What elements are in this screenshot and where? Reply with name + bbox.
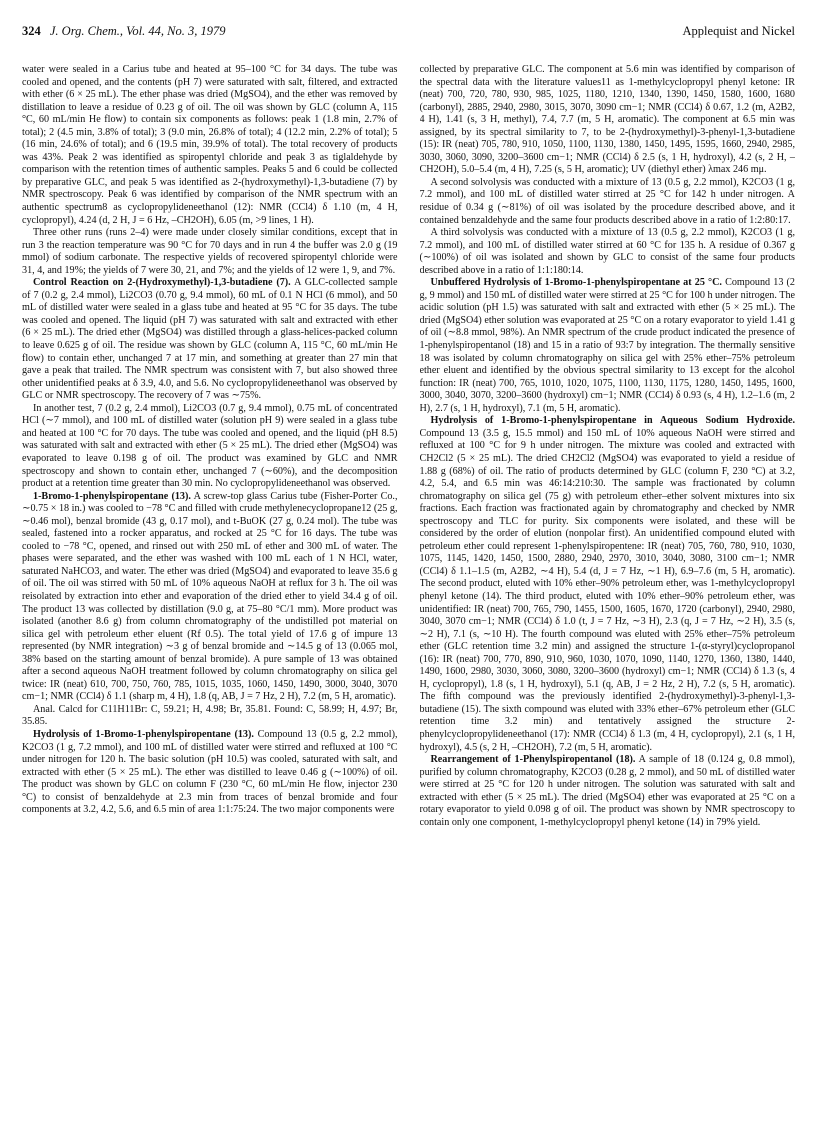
paragraph [22, 277, 398, 402]
section-heading: Rearrangement of 1-Phenylspiropentanol (18). [430, 754, 636, 766]
paragraph-text: Three other runs (runs 2–4) were made under closely similar conditions, except that in run 3 the reaction temperature was 90 °C for 70 days and in run 4 the buffer was 2.0 g (19 mmol) of sodium carbonate. The respective yields of recovered spiropentyl chloride were 31, 4, and 19%; the yields of 7 were 30, 21, and 7%; and the yields of 12 were 1, 9, and 7%. [22, 227, 398, 276]
paragraph [420, 227, 796, 277]
section-heading: 1-Bromo-1-phenylspiropentane (13). [33, 490, 191, 502]
right-column [420, 64, 796, 1113]
paragraph [22, 64, 398, 227]
section-heading: Unbuffered Hydrolysis of 1-Bromo-1-phenylspiropentane at 25 °C. [430, 277, 722, 289]
paragraph-text: Anal. Calcd for C11H11Br: C, 59.21; H, 4.98; Br, 35.81. Found: C, 58.99; H, 4.97; Br, 35.85. [22, 703, 398, 728]
page-number: 324 [22, 24, 41, 38]
paragraph-text: A screw-top glass Carius tube (Fisher-Porter Co., ∼0.75 × 18 in.) was cooled to −78 °C and filled with crude methylenecyclopropane12 (25 g, ∼0.46 mol), benzal bromide (43 g, 0.17 mol), and t-BuOK (27 g, 0.24 mol). The tube was sealed, fastened into a rocker apparatus, and rocked at 25 °C for 16 days. The tube was cooled to −78 °C, opened, and rinsed out with 250 mL of ether and 300 mL of water. The phases were separated, and the ether was washed with 100 mL each of 1 N HCl, water, saturated NaHCO3, and water. The ether was dried (MgSO4) and evaporated to leave 35.6 g of oil. The oil was stirred with 50 mL of 10% aqueous NaOH at reflux for 3 h. The oil was reisolated by extraction into ether and evaporation of the dried ether to yield 34.4 g of oil. The product 13 was collected by distillation (9.0 g, at 75–80 °C/1 mm). More product was isolated (another 8.6 g) from column chromatography of the undistilled pot material on silica gel with petroleum ether eluent (Rf 0.5). The total yield of 17.6 g of impure 13 represented (by NMR integration) ∼3 g of benzal bromide and ∼14.5 g of 13 (0.065 mol, 38% based on the starting amount of benzal bromide). A pure sample of 13 was obtained after a second aqueous NaOH treatment followed by column chromatography on silica gel twice: IR (neat) 610, 700, 750, 760, 785, 1015, 1035, 1060, 1450, 1490, 3000, 3040, 3070 cm−1; NMR (CCl4) δ 1.1 (sharp m, 4 H), 1.8 (q, AB, J = 7 Hz, 2 H), 7.2 (m, 5 H, aromatic). [22, 490, 398, 703]
section-heading: Control Reaction on 2-(Hydroxymethyl)-1,3-butadiene (7). [33, 277, 291, 289]
paragraph-text: A sample of 18 (0.124 g, 0.8 mmol), purified by column chromatography, K2CO3 (0.28 g, 2 mmol), and 50 mL of distilled water were stirred at 25 °C for 120 h under nitrogen. The solution was saturated with salt and extracted with ether (5 × 25 mL). The dried (MgSO4) ether was evaporated at 25 °C on a rotary evaporator to yield 0.098 g of oil. The product was shown by NMR spectroscopy to contain only one component, 1-methylcyclopropyl phenyl ketone (14) in 79% yield. [419, 754, 795, 828]
paragraph [420, 277, 796, 415]
left-column [22, 64, 398, 1113]
paragraph [420, 415, 796, 754]
paragraph-text: A GLC-collected sample of 7 (0.2 g, 2.4 mmol), Li2CO3 (0.70 g, 9.4 mmol), 60 mL of 0.1 N HCl (6 mmol), and 50 mL of distilled water were sealed in a glass tube and heated at 95 °C for 35 days. The tube was cooled and opened. The liquid (pH 7) was saturated with salt and extracted with ether (6 × 25 mL). The dried ether (MgSO4) was distilled through a glass-helices-packed column to leave 0.625 g of oil. The residue was shown by GLC (column A, 115 °C, 60 mL/min He flow) to contain ether, unchanged 7 at 17 min, and something at greater than 27 min that gave a peak that trailed. The NMR spectrum was consistent with 7, but also showed three other unidentified peaks at δ 3.9, 4.0, and 5.6. No cyclopropylideneethanol was observed by GLC or NMR spectroscopy. The recovery of 7 was ∼75%. [22, 277, 398, 402]
paragraph [22, 729, 398, 817]
paragraph-text: A third solvolysis was conducted with a mixture of 13 (0.5 g, 2.2 mmol), K2CO3 (1 g, 7.2 mmol), and 100 mL of distilled water stirred at 60 °C for 135 h. A residue of 0.367 g (∼100%) of oil was isolated and shown by GLC to consist of the same four products described above in a ratio of 1:1:180:14. [419, 227, 795, 276]
paragraph [22, 704, 398, 729]
paragraph [22, 403, 398, 491]
article-body [22, 64, 795, 1113]
paragraph-text: collected by preparative GLC. The component at 5.6 min was identified by comparison of the spectral data with the literature values11 as 1-methylcyclopropyl phenyl ketone: IR (neat) 700, 720, 780, 930, 985, 1025, 1180, 1210, 1340, 1390, 1450, 1580, 1600, 1680 (carbonyl), 2885, 2940, 2980, 3015, 3070, 3090 cm−1; NMR (CCl4) δ 0.67, 1.2 (m, A2B2, 4 H), 1.41 (s, 3 H, methyl), 7.4, 7.7 (m, 5 H, aromatic). The component at 6.5 min was assigned, by its spectral similarity to 7, to be 2-(hydroxymethyl)-3-phenyl-1,3-butadiene (15): IR (neat) 705, 780, 910, 1050, 1100, 1130, 1380, 1450, 1495, 1595, 1660, 2940, 2985, 3030, 3060, 3090, 3200–3600 cm−1; NMR (CCl4) δ 2.5 (s, 1 H, hydroxyl), 4.2 (s, 2 H, –CH2OH), 5.0–5.4 (m, 4 H), 7.25 (s, 5 H, aromatic); UV (diethyl ether) λmax 246 mμ. [419, 64, 795, 176]
paragraph-text: water were sealed in a Carius tube and heated at 95–100 °C for 34 days. The tube was cooled and opened, and the contents (pH 7) were saturated with salt, filtered, and extracted with ether (6 × 25 mL). The ether phase was dried (MgSO4), and the ether was removed by distillation to leave a residue of 0.23 g of oil. The oil was shown by GLC (column A, 115 °C, 60 mL/min He flow) to contain six components as follows: peak 1 (1.8 min, 2.7% of total); 2 (4.5 min, 3.8% of total); 3 (9.0 min, 26.8% of total); 4 (12.2 min, 2.2% of total); 5 (16 min, 24.6% of total); and 6 (19.5 min, 39.9% of total). The total recovery of products was 43%. Peak 2 was identified as spiropentyl chloride and peak 3 as tiglaldehyde by comparison with the retention times of authentic samples. Peaks 5 and 6 could be collected by preparative GLC, and peak 5 was identified as 2-(hydroxymethyl)-1,3-butadiene (7) by NMR spectroscopy. Peak 6 was identified by comparison of the NMR spectrum with an authentic spectrum8 as cyclopropylideneethanol (12): NMR (CCl4) δ 1.10 (m, 4 H, cyclopropyl), 4.24 (d, 2 H, J = 6 Hz, –CH2OH), 6.05 (m, >9 lines, 1 H). [22, 64, 398, 226]
page-header [22, 24, 795, 44]
journal-citation: J. Org. Chem., Vol. 44, No. 3, 1979 [49, 24, 226, 38]
running-authors: Applequist and Nickel [682, 24, 795, 38]
section-heading: Hydrolysis of 1-Bromo-1-phenylspiropentane (13). [33, 728, 254, 740]
paragraph [22, 491, 398, 704]
paragraph-text: Compound 13 (3.5 g, 15.5 mmol) and 150 mL of 10% aqueous NaOH were stirred and refluxed at 100 °C for 9 h under nitrogen. The mixture was cooled and extracted with CH2Cl2 (5 × 25 mL). The dried CH2Cl2 (MgSO4) was evaporated to yield a residue of 1.88 g (68%) of oil. The ratio of products determined by GLC (column F, 230 °C) at 3.2, 4.2, 5.4, and 6.5 min was 46:14:210:30. The sample was fractionated by column chromatography on silica gel (75 g) with petroleum ether–ether solvent mixtures into six fractions. Each fraction was fractionated again by chromatography and checked by NMR spectroscopy and TLC for purity. Six components were isolated, and these will be considered by the order of elution (nonpolar first). An unidentified compound eluted with petroleum ether could represent 1-phenylspiropentene: IR (neat) 705, 760, 780, 910, 1030, 1075, 1145, 1420, 1450, 1500, 2880, 2940, 2970, 3010, 3040, 3080, 3100 cm−1; NMR (CCl4) δ 1.1–1.5 (m, A2B2, ∼4 H), 5.4 (d, J = 7 Hz, ∼1 H), 6.9–7.6 (m, 5 H, aromatic). The second product, eluted with 10% ether–90% petroleum ether, was 1-methylcyclopropyl phenyl ketone (14). The third product, eluted with 10% ether–90% petroleum ether, was unidentified: IR (neat) 700, 765, 790, 1455, 1500, 1605, 1670, 1720 (carbonyl), 2940, 2980, 3040, 3070 cm−1; NMR (CCl4) δ 1.0 (t, J = 7 Hz, ∼3 H), 2.3 (q, J = 7 Hz, ∼2 H), 3.5 (s, ∼2 H), 7.1 (s, ∼10 H). The fourth compound was eluted with 25% ether–75% petroleum ether (GLC retention time 3.2 min) and assigned the structure 1-(α-styryl)cyclopropanol (16): IR (neat) 700, 770, 890, 910, 960, 1030, 1070, 1090, 1140, 1270, 1360, 1380, 1440, 1490, 1600, 2980, 3030, 3060, 3080, 3200–3600 (hydroxyl) cm−1; NMR (CCl4) δ 1.3 (s, 4 H, cyclopropyl), 1.8 (s, 1 H, hydroxyl), 5.1 (q, AB, J = 2 Hz, 2 H), 7.2 (s, 5 H, aromatic). The fifth compound was the previously identified 2-(hydroxymethyl)-3-phenyl-1,3-butadiene (15). The sixth compound was eluted with 33% ether–67% petroleum ether (GLC retention time 3.2 min) and tentatively assigned the structure 2-phenylcyclopropylideneethanol (17): NMR (CCl4) δ 1.3 (m, 4 H, cyclopropyl), 2.1 (s, 1 H, hydroxyl), 4.5 (s, 2 H, –CH2OH), 7.2 (m, 5 H, aromatic). [419, 427, 795, 753]
section-heading: Hydrolysis of 1-Bromo-1-phenylspiropentane in Aqueous Sodium Hydroxide. [430, 415, 795, 427]
paragraph-text: A second solvolysis was conducted with a mixture of 13 (0.5 g, 2.2 mmol), K2CO3 (1 g, 7.2 mmol), and 100 mL of distilled water stirred at 25 °C for 142 h under nitrogen. A residue of 0.34 g (∼81%) of oil was isolated by the procedure described above, and it contained benzaldehyde and the same four products described above in a ratio of 1:2:80:17. [419, 176, 795, 226]
header-left [22, 24, 225, 44]
paragraph [420, 754, 796, 829]
paragraph-text: Compound 13 (0.5 g, 2.2 mmol), K2CO3 (1 g, 7.2 mmol), and 100 mL of distilled water were stirred and refluxed at 100 °C under nitrogen for 120 h. The basic solution (pH 10.5) was cooled, saturated with salt, and extracted with ether (5 × 25 mL). The ether was distilled to leave 0.46 g (∼100%) of oil. The product was shown by GLC on column F (230 °C, 60 mL/min He flow, injector 230 °C) to consist of benzaldehyde at 2.3 min from traces of benzal bromide and four components at 3.2, 4.2, 5.6, and 6.5 min of area 1:1:75:24. The two major components were [22, 728, 398, 816]
paragraph-text: In another test, 7 (0.2 g, 2.4 mmol), Li2CO3 (0.7 g, 9.4 mmol), 0.75 mL of concentrated HCl (∼7 mmol), and 100 mL of distilled water (solution pH 9) were sealed in a glass tube and heated at 100 °C for 70 days. The tube was cooled and opened, and the liquid (pH 8.5) was saturated with salt and extracted with ether (5 × 25 mL). The dried ether (MgSO4) was evaporated to leave 0.198 g of oil. The product was examined by GLC and NMR spectroscopy and shown to contain ether, unchanged 7 (∼60%), and the decomposition product at a retention time greater than 30 min. No cyclopropylideneethanol was observed. [22, 402, 398, 490]
paragraph [420, 177, 796, 227]
paragraph [22, 227, 398, 277]
paragraph [420, 64, 796, 177]
paragraph-text: Compound 13 (2 g, 9 mmol) and 150 mL of distilled water were stirred at 25 °C for 100 h under nitrogen. The acidic solution (pH 1.5) was saturated with salt and extracted with ether (5 × 25 mL). The dried (MgSO4) ether solution was evaporated at 25 °C on a rotary evaporator to yield 1.41 g of oil (∼8.8 mmol, 98%). An NMR spectrum of the crude product indicated the presence of 1-phenylspiropentanol (18) and 15 in a ratio of 93:7 by integration. The thermally sensitive 18 was isolated by column chromatography on silica gel with 25% ether–75% petroleum ether eluent and identified by the obvious spectral similarity to 13 except for the alcohol function: IR (neat) 700, 765, 1010, 1020, 1075, 1100, 1130, 1175, 1280, 1450, 1495, 1600, 3000, 3040, 3070, 3200–3600 (hydroxyl) cm−1; NMR (CCl4) δ 0.93 (s, 4 H), 1.2–1.6 (m, 2 H), 2.7 (s, 1 H, hydroxyl), 7.1 (m, 5 H, aromatic). [419, 277, 795, 414]
